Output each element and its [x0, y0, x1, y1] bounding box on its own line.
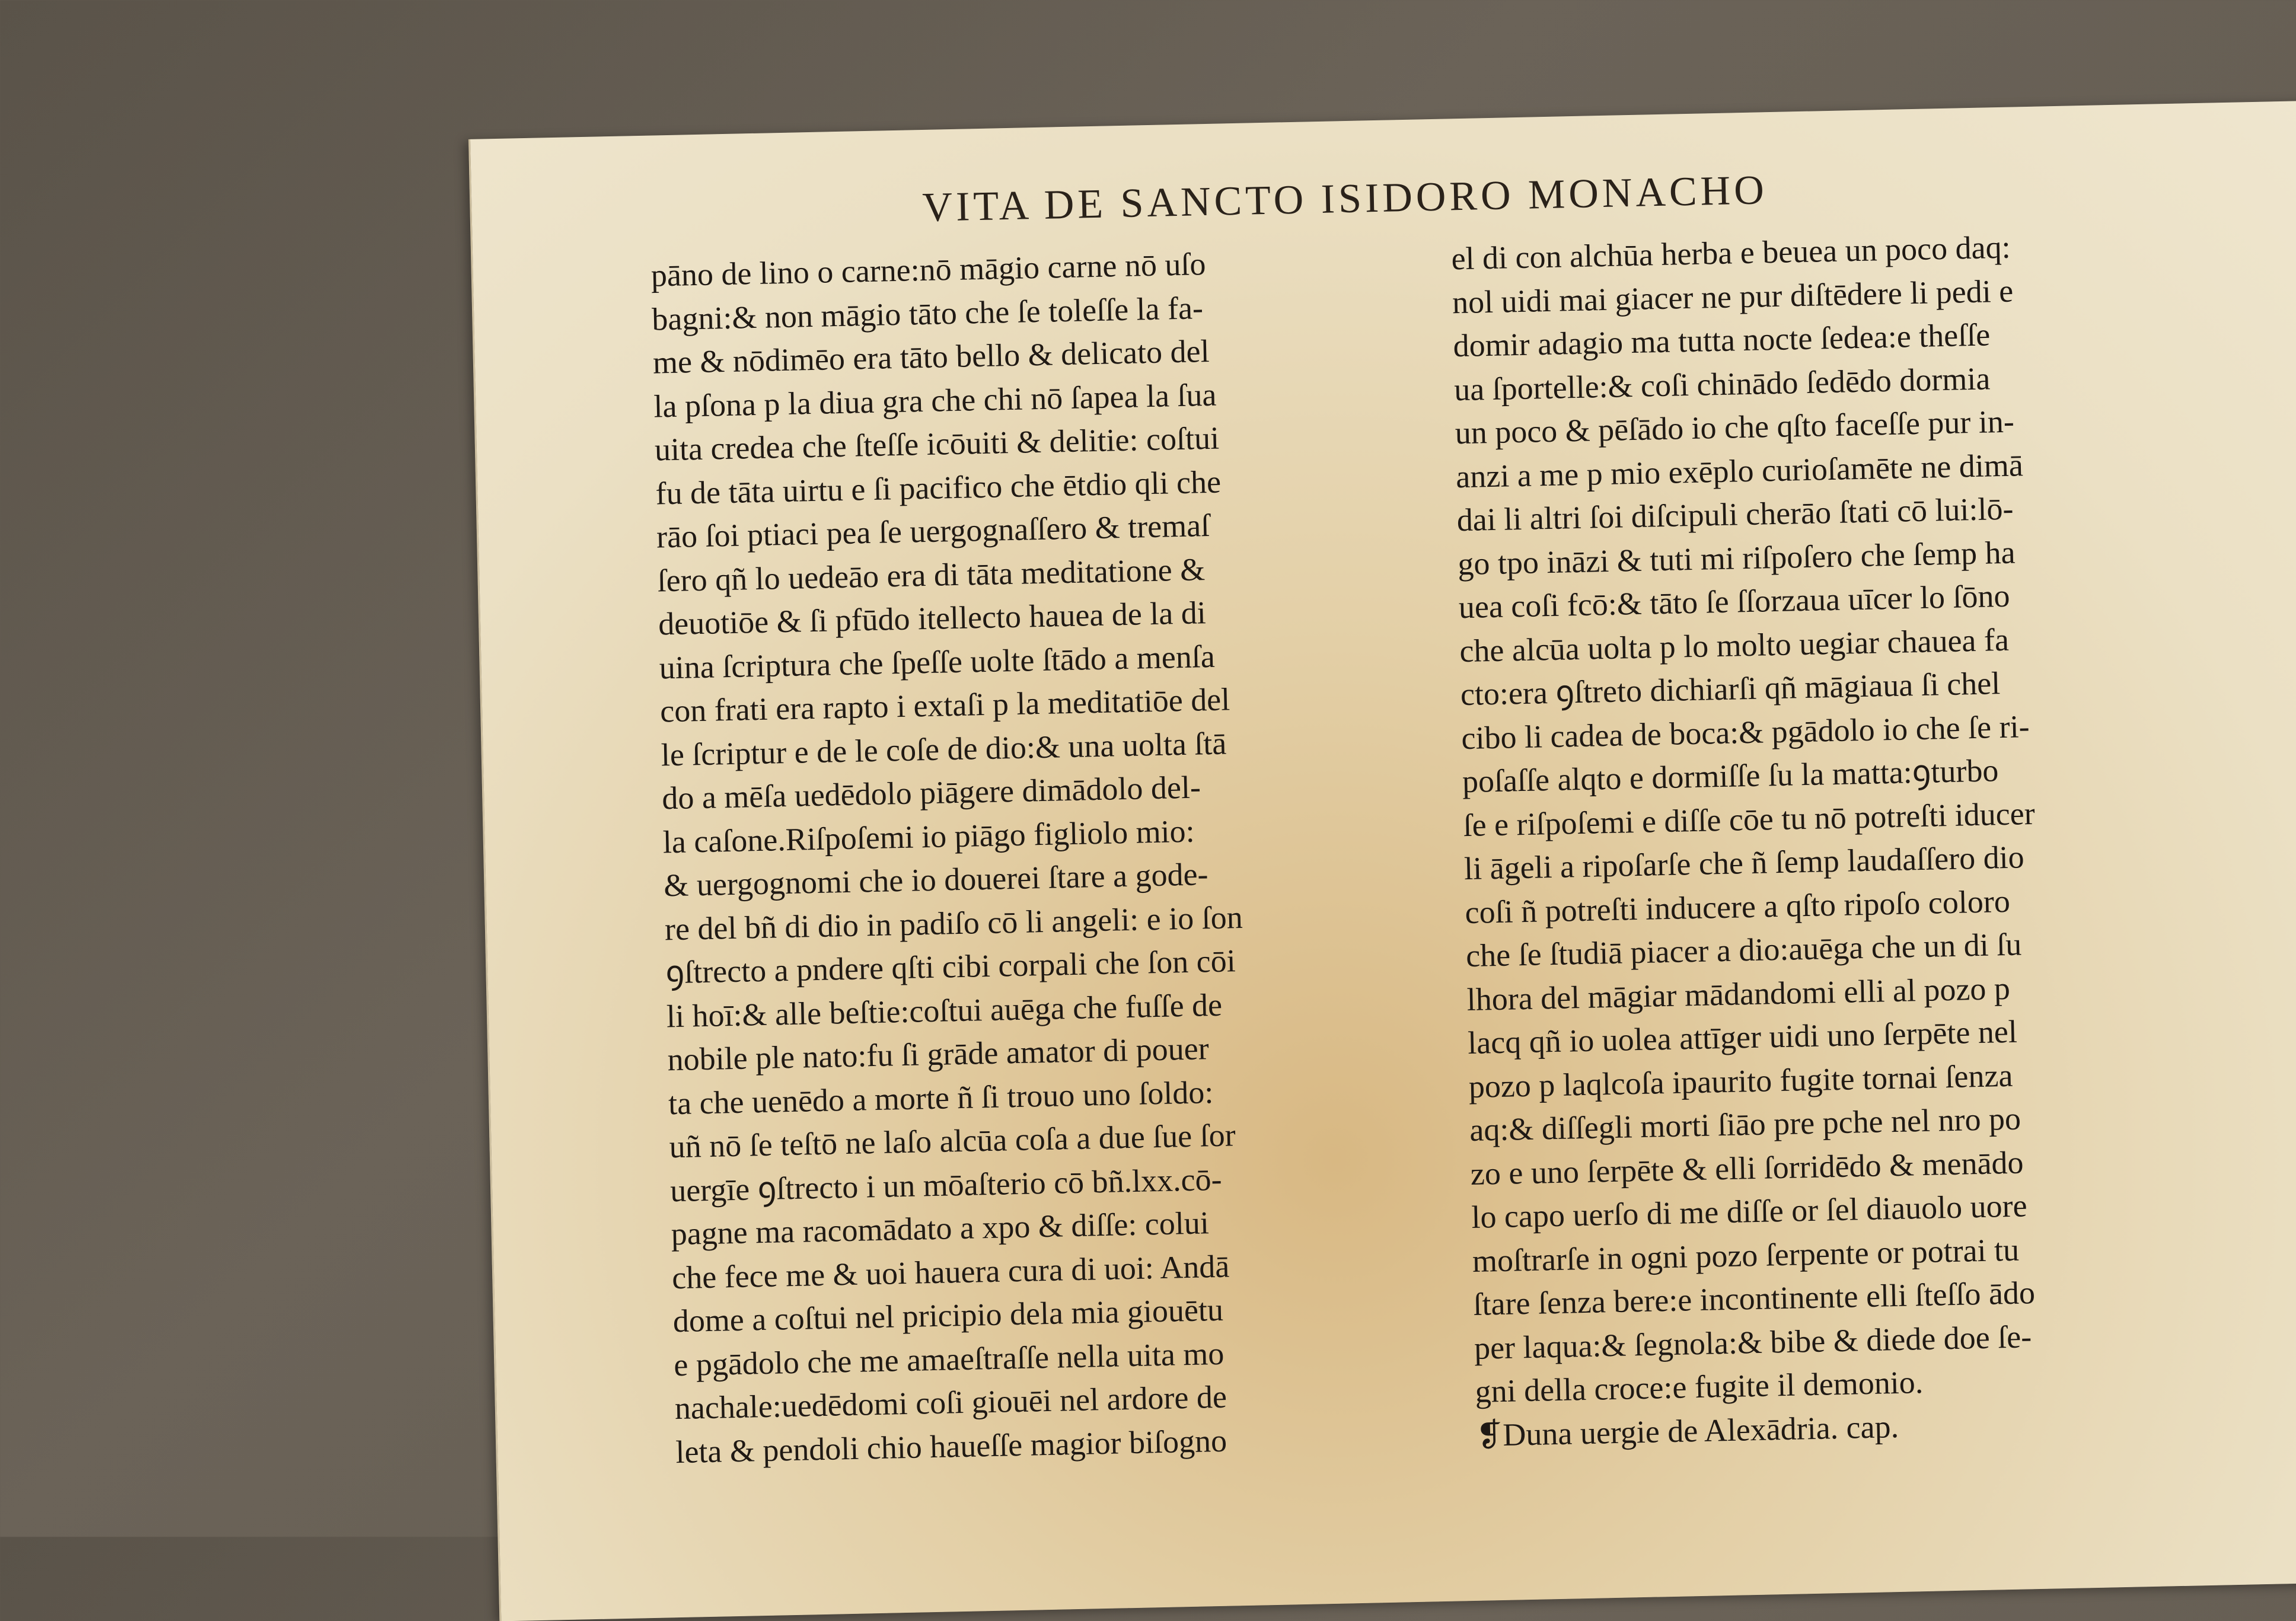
text-line: pagne ma racomādato a xpo & diſſe: colui	[671, 1205, 1210, 1252]
text-line: me & nōdimēo era tāto bello & delicato del	[652, 333, 1210, 381]
text-line: che ſe ſtudiā piacer a dio:auēga che un di ſu	[1465, 926, 2022, 974]
text-line: cibo li cadea de boca:& pgādolo io che ſe ri-	[1460, 708, 2030, 756]
text-line: el di con alchūa herba e beuea un poco daq:	[1450, 229, 2011, 277]
text-line: coſi ñ potreſti inducere a qſto ripoſo coloro	[1465, 883, 2011, 930]
text-line: un poco & pēſādo io che qſto faceſſe pur in-	[1455, 403, 2015, 451]
text-line: uergīe ꝯſtrecto i un mōaſterio cō bñ.lxx.cō-	[669, 1161, 1223, 1208]
text-line: che fece me & uoi hauera cura di uoi: Andā	[671, 1248, 1230, 1295]
text-line: la pſona p la diua gra che chi nō ſapea la ſua	[653, 376, 1217, 425]
text-line: dome a coſtui nel pricipio dela mia giouētu	[672, 1291, 1224, 1339]
running-head: VITA DE SANCTO ISIDORO MONACHO	[921, 167, 1768, 231]
text-line: uea coſi fcō:& tāto ſe ſſorzaua uīcer lo ſōno	[1458, 577, 2010, 626]
text-line: lhora del māgiar mādandomi elli al pozo p	[1466, 970, 2011, 1017]
text-line: go tpo ināzi & tuti mi riſpoſero che ſemp ha	[1457, 534, 2016, 582]
text-column-right	[1451, 220, 2295, 1457]
text-line: nobile ple nato:fu ſi grāde amator di pouer	[667, 1030, 1210, 1078]
text-line: domir adagio ma tutta nocte ſedea:e theſſe	[1453, 317, 1991, 364]
manuscript-page	[468, 100, 2296, 1621]
text-line: fu de tāta uirtu e ſi pacifico che ētdio qli che	[655, 464, 1222, 512]
text-line: la caſone.Riſpoſemi io piāgo figliolo mio:	[662, 813, 1195, 860]
text-line: con frati era rapto i extaſi p la meditatiōe del	[659, 681, 1230, 729]
text-line: che alcūa uolta p lo molto uegiar chauea fa	[1459, 621, 2010, 669]
text-line: pozo p laqlcoſa ipaurito fugite tornai ſenza	[1468, 1057, 2013, 1105]
text-line: ſe e riſpoſemi e diſſe cōe tu nō potreſti iducer	[1462, 795, 2036, 843]
text-line: nachale:uedēdomi coſi giouēi nel ardore de	[674, 1379, 1227, 1427]
text-line: aq:& diſſegli morti ſiāo pre pche nel nro po	[1469, 1100, 2021, 1148]
text-line: ua ſportelle:& coſi chinādo ſedēdo dormia	[1453, 360, 1991, 407]
text-column-left	[650, 238, 1435, 1474]
text-line: ſtare ſenza bere:e incontinente elli ſteſſo ādo	[1472, 1275, 2036, 1322]
text-line: ta che uenēdo a morte ñ ſi trouo uno ſoldo:	[668, 1074, 1214, 1121]
text-line: rāo ſoi ptiaci pea ſe uergognaſſero & tremaſ	[656, 507, 1210, 555]
text-line: uita credea che ſteſſe icōuiti & delitie: coſtui	[654, 420, 1220, 468]
text-line: re del bñ di dio in padiſo cō li angeli: e io ſon	[664, 899, 1243, 947]
text-line: uñ nō ſe teſtō ne laſo alcūa coſa a due ſue ſor	[669, 1117, 1236, 1165]
text-line: le ſcriptur e de le coſe de dio:& una uolta ſtā	[661, 725, 1227, 773]
text-line: lo capo uerſo di me diſſe or ſel diauolo uore	[1471, 1188, 2028, 1235]
text-line: cto:era ꝯſtreto dichiarſi qñ māgiaua ſi chel	[1460, 665, 2001, 713]
text-line: dai li altri ſoi diſcipuli cherāo ſtati cō lui:lō-	[1456, 490, 2014, 538]
text-line: li āgeli a ripoſarſe che ñ ſemp laudaſſero dio	[1463, 839, 2025, 887]
text-line: ꝯſtrecto a pndere qſti cibi corpali che ſon cōi	[665, 943, 1236, 991]
text-line: pāno de lino o carne:nō māgio carne nō uſo	[650, 246, 1207, 293]
text-line: e pgādolo che me amaeſtraſſe nella uita mo	[673, 1335, 1224, 1383]
text-line: lacq qñ io uolea attīger uidi uno ſerpēte nel	[1467, 1013, 2018, 1061]
text-line: ❡Duna uergie de Alexādria. cap.	[1475, 1408, 1899, 1453]
text-line: uina ſcriptura che ſpeſſe uolte ſtādo a menſa	[659, 638, 1216, 685]
text-line: nol uidi mai giacer ne pur diſtēdere li pedi e	[1452, 273, 2014, 320]
text-line: leta & pendoli chio haueſſe magior biſogno	[675, 1422, 1227, 1470]
text-line: do a mēſa uedēdolo piāgere dimādolo del-	[661, 769, 1201, 816]
text-line: per laqua:& ſegnola:& bibe & diede doe ſe-	[1474, 1318, 2032, 1366]
text-line: poſaſſe alqto e dormiſſe ſu la matta:ꝯturbo	[1462, 752, 1999, 800]
text-line: bagni:& non māgio tāto che ſe toleſſe la fa-	[651, 289, 1204, 337]
text-line: anzi a me p mio exēplo curioſamēte ne dimā	[1455, 446, 2024, 494]
text-line: deuotiōe & ſi pfūdo itellecto hauea de la di	[658, 595, 1207, 642]
text-line: & uergognomi che io douerei ſtare a gode-	[663, 856, 1209, 904]
text-line: gni della croce:e fugite il demonio.	[1474, 1364, 1924, 1409]
text-line: zo e uno ſerpēte & elli ſorridēdo & menādo	[1470, 1144, 2024, 1192]
text-line: moſtrarſe in ogni pozo ſerpente or potrai tu	[1472, 1231, 2020, 1279]
text-line: li hoī:& alle beſtie:coſtui auēga che fuſſe de	[666, 987, 1223, 1034]
text-line: ſero qñ lo uedeāo era di tāta meditatione &	[657, 551, 1206, 598]
